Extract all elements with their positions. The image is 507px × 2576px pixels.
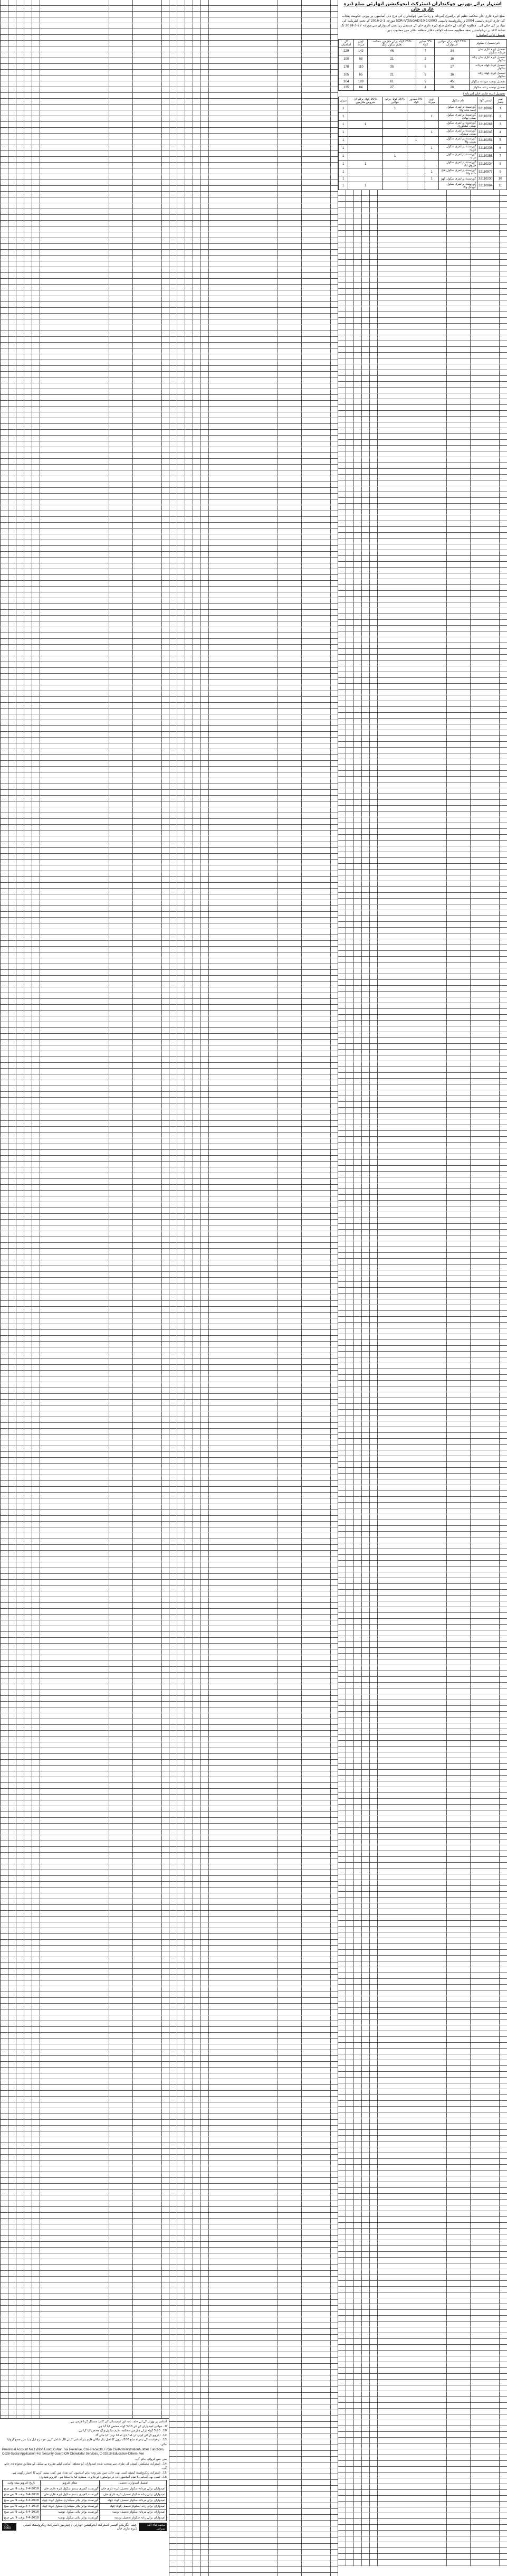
- school-row: [339, 113, 507, 121]
- summary-cell: 16: [435, 55, 470, 63]
- school-cell: [383, 182, 407, 190]
- schedule-cell: 7-4-2018 بوقت 9 بجے صبح: [3, 2515, 41, 2521]
- note: 14۔ ڈسٹرکٹ سلیکشن کمیٹی کی طرف سے منتخب شدہ امیدواران کو متعلقہ آسامی کیلئے مقررہ پے سکیل کے مطابق تنخواہ دی جائے گی۔: [4, 2462, 167, 2470]
- school-cell: [407, 121, 425, 129]
- note: آسامی پر بھرتی کے لئے حلف نامہ اور ڈومیسائل کی کاپی منسلک کرنا لازمی ہے۔: [69, 2420, 167, 2423]
- summary-cell: 84: [354, 85, 368, 91]
- school-table-continued: [169, 0, 338, 2576]
- summary-cell: 27: [368, 85, 416, 91]
- ad-intro: ضلع ڈیرہ غازی خان محکمہ تعلیم کے پرائمری (مردانہ و زنانہ) میں چوکیداران کی درج ذیل آسامیوں پر بھرتی حکومت پنجاب کی جاری کردہ پالیسی 2004 و ریکروٹمنٹ پالیسی SOR-IV(S&GAD)10-1/2003 مورخہ 1-2-2016 کے تحت کنٹریکٹ کی بنیاد پر کی جائے گی۔ مطلوبہ کوائف کے حامل ضلع ڈیرہ غازی خان کے مستقل رہائشی امیدواران سے مورخہ 27-3-2018 تک سادہ کاغذ پر درخواستیں بمعہ مطلوبہ مصدقہ کوائف دفاتر متعلقہ دفاتر میں مطلوب ہیں۔: [340, 14, 505, 32]
- column-right: [338, 0, 507, 2576]
- school-cell: 11: [494, 182, 507, 190]
- summary-cell: 4: [416, 85, 435, 91]
- schedule-cell: امیدواران برائے زنانہ سکولز تحصیل تونسہ: [100, 2515, 167, 2521]
- school-row: [339, 168, 507, 176]
- school-cell: [425, 137, 438, 145]
- schedule-cell: امیدواران برائے زنانہ سکولز تحصیل ڈیرہ غازی خان: [100, 2492, 167, 2497]
- summary-cell: 34: [435, 48, 470, 55]
- schedule-header: مقام انٹرویو: [40, 2480, 100, 2486]
- school-cell: 1: [339, 113, 348, 121]
- summary-cell: تحصیل تونسہ مردانہ سکولز: [470, 79, 507, 85]
- school-table-continued: [338, 190, 507, 2566]
- ad-footer: [0, 2418, 169, 2576]
- account-text: Provincial Account No.1 (Non Food) C-Non Tax Revenue, Co2-Receipts, From CivilAdministration& other Functions, Co28-Social Application-For Security Guard OR Chowkidar Services, C-02818-Education-Others-Fee: [2, 2448, 165, 2456]
- school-row: [339, 182, 507, 190]
- note: 15۔ ڈسٹرکٹ ریکروٹمنٹ کمیٹی کسی بھی حالت میں بغیر وجہ بتائے آسامیوں کی تعداد میں کمی بیشی کرنے کا اختیار رکھتی ہے۔: [11, 2471, 167, 2475]
- summary-cell: 108: [339, 55, 354, 63]
- ipl-number: IPL-3050: [2, 2523, 16, 2531]
- school-cell: 1: [425, 176, 438, 182]
- school-cell: 5: [494, 137, 507, 145]
- school-cell: [348, 129, 383, 137]
- summary-cell: 7: [416, 48, 435, 55]
- school-cell: 4: [494, 129, 507, 137]
- summary-row: [339, 55, 507, 63]
- schedule-cell: 2-4-2018 بوقت 9 بجے صبح: [3, 2486, 41, 2492]
- school-cell: [407, 168, 425, 176]
- school-row: [339, 145, 507, 153]
- summary-header: 15% کوٹہ برائے خواتین امیدواران: [435, 40, 470, 48]
- school-row: [339, 176, 507, 182]
- summary-cell: تحصیل کوٹ چھٹہ مردانہ سکولز: [470, 63, 507, 71]
- schedule-header: تاریخ انٹرویو بمعہ وقت: [3, 2480, 41, 2486]
- schedule-cell: 3-4-2018 بوقت 9 بجے صبح: [3, 2492, 41, 2497]
- school-cell: گورنمنٹ پرائمری سکول درابہ: [438, 153, 477, 161]
- school-cell: [383, 168, 407, 176]
- school-cell: [383, 121, 407, 129]
- school-cell: گورنمنٹ پرائمری سکول فاروق آباد: [438, 161, 477, 168]
- ad-header: [338, 0, 507, 39]
- schedule-row: [3, 2486, 167, 2492]
- school-cell: [383, 176, 407, 182]
- school-row: [339, 121, 507, 129]
- schedule-cell: گورنمنٹ کمپری ہنسو سکول ڈیرہ غازی خان: [40, 2486, 100, 2492]
- schedule-header: تفصیل امیدواران تحصیل: [100, 2480, 167, 2486]
- school-cell: گورنمنٹ پرائمری سکول گوپانگ والا: [438, 182, 477, 190]
- schedule-cell: امیدواران برائے زنانہ سکولز تحصیل کوٹ چھٹہ: [100, 2503, 167, 2509]
- summary-cell: تحصیل تونسہ زنانہ سکولز: [470, 85, 507, 91]
- summary-cell: 229: [339, 48, 354, 55]
- schedule-cell: 4-4-2018 بوقت 9 بجے صبح: [3, 2497, 41, 2503]
- summary-cell: 6: [416, 63, 435, 71]
- school-cell: 32110984: [477, 182, 494, 190]
- summary-cell: 3: [416, 55, 435, 63]
- summary-row: [339, 79, 507, 85]
- school-cell: 32110255: [477, 153, 494, 161]
- school-cell: [407, 176, 425, 182]
- school-cell: 1: [348, 121, 383, 129]
- note: میں جمع کروائی جائے گی۔: [134, 2458, 167, 2461]
- school-cell: 10: [494, 176, 507, 182]
- school-cell: 7: [494, 153, 507, 161]
- signatory-name: محمد ثناء اللہ سرانی: [139, 2523, 167, 2531]
- school-cell: 1: [425, 145, 438, 153]
- summary-cell: 61: [368, 79, 416, 85]
- school-row: [339, 161, 507, 168]
- summary-header: 20% کوٹہ برائے ملازمین محکمہ تعلیم سکول ونگ: [368, 40, 416, 48]
- summary-cell: 142: [354, 48, 368, 55]
- summary-header: نام تحصیل / سکولز: [470, 40, 507, 48]
- interview-schedule-table: [2, 2480, 167, 2521]
- school-cell: 32110235: [477, 113, 494, 121]
- school-cell: 1: [425, 129, 438, 137]
- school-cell: 1: [339, 182, 348, 190]
- details-label: تفصیل خالی آسامیاں:: [476, 33, 505, 37]
- school-row: [339, 153, 507, 161]
- school-cell: 1: [339, 129, 348, 137]
- school-header: 20% کوٹہ برائے ان سروس ملازمین: [348, 97, 383, 105]
- summary-cell: تحصیل کوٹ چھٹہ زنانہ سکولز: [470, 71, 507, 79]
- schedule-row: [3, 2497, 167, 2503]
- summary-cell: تحصیل ڈیرہ غازی خان مردانہ سکولز: [470, 48, 507, 55]
- school-cell: [383, 137, 407, 145]
- school-cell: [407, 153, 425, 161]
- summary-header: اوپن میرٹ: [354, 40, 368, 48]
- schedule-row: [3, 2492, 167, 2497]
- school-cell: [407, 145, 425, 153]
- schedule-cell: 5-4-2018 بوقت 9 بجے صبح: [3, 2503, 41, 2509]
- school-cell: 32110251: [477, 137, 494, 145]
- summary-cell: 68: [354, 55, 368, 63]
- note: 16۔ کسی بھی آسامی یا تمام آسامیوں کی درخواستوں کو بلا وجہ مسترد کیا جا سکتا ہے۔ انٹرویو شیڈول:: [39, 2476, 167, 2479]
- designation: چیف ایگزیکٹو آفیسر ڈسٹرکٹ ایجوکیشن اتھارٹی / چیئرمین ڈسٹرکٹ ریکروٹمنٹ کمیٹی ڈیرہ غازی خان: [23, 2523, 137, 2531]
- school-cell: 32110234: [477, 161, 494, 168]
- summary-cell: 304: [339, 79, 354, 85]
- school-cell: گورنمنٹ پرائمری سکول بستی بھائی: [438, 113, 477, 121]
- summary-cell: 178: [339, 63, 354, 71]
- school-cell: 6: [494, 145, 507, 153]
- school-cell: [383, 145, 407, 153]
- school-cell: 32110236: [477, 145, 494, 153]
- school-cell: 32110261: [477, 121, 494, 129]
- school-cell: [383, 161, 407, 168]
- schedule-cell: گورنمنٹ بوائز ہائی سکول تونسہ: [40, 2515, 100, 2521]
- summary-cell: 65: [354, 71, 368, 79]
- summary-cell: تحصیل ڈیرہ غازی خان زنانہ سکولز: [470, 55, 507, 63]
- summary-row: [339, 48, 507, 55]
- summary-cell: 35: [368, 63, 416, 71]
- summary-cell: 110: [354, 63, 368, 71]
- schedule-row: [3, 2503, 167, 2509]
- summary-header: 3% معذور کوٹہ: [416, 40, 435, 48]
- school-cell: [407, 105, 425, 113]
- school-cell: [407, 129, 425, 137]
- schedule-cell: امیدواران برائے مردانہ سکولز تحصیل تونسہ: [100, 2509, 167, 2515]
- schedule-row: [3, 2509, 167, 2515]
- school-cell: 1: [339, 176, 348, 182]
- summary-cell: 45: [435, 79, 470, 85]
- school-cell: [348, 113, 383, 121]
- summary-row: [339, 63, 507, 71]
- school-cell: گورنمنٹ پرائمری سکول بستی والا: [438, 137, 477, 145]
- section-title: تحصیل ڈیرہ غازی خان (مردانہ): [463, 92, 505, 96]
- school-cell: گورنمنٹ پرائمری سکول احمد شاہ والا: [438, 105, 477, 113]
- summary-row: [339, 71, 507, 79]
- school-cell: 1: [425, 113, 438, 121]
- schedule-row: [3, 2515, 167, 2521]
- school-cell: گورنمنٹ پرائمری سکول بستی گشکوری: [438, 121, 477, 129]
- school-cell: 1: [339, 161, 348, 168]
- school-cell: 1: [383, 105, 407, 113]
- note: 12۔ انٹرویو کے لئے کوئی ٹی اے / ڈی اے ادا نہیں کیا جائے گا۔: [94, 2433, 167, 2437]
- school-cell: 32110230: [477, 176, 494, 182]
- summary-cell: 27: [435, 63, 470, 71]
- summary-cell: 105: [339, 71, 354, 79]
- school-cell: 32110977: [477, 168, 494, 176]
- school-cell: [348, 168, 383, 176]
- school-table-continued: [1, 0, 169, 2418]
- summary-cell: 135: [339, 85, 354, 91]
- school-row: [339, 137, 507, 145]
- school-cell: 1: [339, 121, 348, 129]
- school-cell: 1: [383, 153, 407, 161]
- school-cell: [407, 161, 425, 168]
- summary-cell: 189: [354, 79, 368, 85]
- summary-cell: 3: [416, 71, 435, 79]
- school-cell: [425, 182, 438, 190]
- school-row: [339, 129, 507, 137]
- school-table: [338, 97, 507, 190]
- school-cell: [348, 153, 383, 161]
- school-cell: 32110245: [477, 129, 494, 137]
- summary-cell: 21: [368, 71, 416, 79]
- summary-table: [338, 39, 507, 91]
- school-header: 3% معذور کوٹہ: [407, 97, 425, 105]
- school-cell: [383, 129, 407, 137]
- school-cell: 1: [339, 105, 348, 113]
- school-cell: 1: [348, 161, 383, 168]
- ad-title: اشتہار برائے بھرتی چوکیداران ڈسٹرکٹ ایجوکیشن اتھارٹی ضلع ڈیرہ غازی خان: [343, 2, 502, 12]
- schedule-cell: گورنمنٹ بوائز ہائر سیکنڈری سکول کوٹ چھٹہ: [40, 2497, 100, 2503]
- note: 9۔ خواتین امیدواران کے لئے 15% کوٹہ مختص کیا گیا ہے۔: [97, 2424, 167, 2428]
- schedule-cell: امیدواران برائے مردانہ سکولز تحصیل کوٹ چھٹہ: [100, 2497, 167, 2503]
- school-cell: 8: [494, 161, 507, 168]
- note: 10۔ 20% کوٹہ برائے ملازمین محکمہ تعلیم سکول ونگ مختص کیا گیا ہے۔: [77, 2429, 167, 2432]
- note: 13۔ درخواست کے ہمراہ مبلغ 100/- روپے کا اصل بنک چالان فارم ہر آسامی کیلئے الگ شامل کریں جو درج ذیل ہیڈ میں جمع کروایا جائے۔: [7, 2438, 167, 2446]
- school-cell: [425, 105, 438, 113]
- school-cell: 1: [339, 153, 348, 161]
- summary-header: کل آسامیاں: [339, 40, 354, 48]
- school-header: 15% کوٹہ برائے خواتین: [383, 97, 407, 105]
- school-row: [339, 105, 507, 113]
- school-cell: 1: [425, 168, 438, 176]
- summary-cell: 21: [368, 55, 416, 63]
- school-cell: 1: [407, 137, 425, 145]
- school-cell: 1: [348, 182, 383, 190]
- school-cell: 32110987: [477, 105, 494, 113]
- school-cell: [348, 145, 383, 153]
- school-cell: [348, 105, 383, 113]
- school-header: میزان: [339, 97, 348, 105]
- school-cell: گورنمنٹ پرائمری سکول بستی مہتراں: [438, 129, 477, 137]
- school-cell: 9: [494, 168, 507, 176]
- school-cell: 1: [339, 168, 348, 176]
- summary-cell: 46: [368, 48, 416, 55]
- schedule-cell: امیدواران برائے مردانہ سکولز تحصیل ڈیرہ غازی خان: [100, 2486, 167, 2492]
- schedule-cell: گورنمنٹ بوائز ہائر سیکنڈری سکول کوٹ چھٹہ: [40, 2503, 100, 2509]
- school-header: ایمس کوڈ: [477, 97, 494, 105]
- school-cell: [407, 113, 425, 121]
- schedule-cell: گورنمنٹ بوائز ہائی سکول تونسہ: [40, 2509, 100, 2515]
- summary-cell: 9: [416, 79, 435, 85]
- school-header: نمبر شمار: [494, 97, 507, 105]
- school-cell: 1: [494, 105, 507, 113]
- school-cell: 3: [494, 121, 507, 129]
- school-cell: [383, 113, 407, 121]
- school-cell: 1: [339, 137, 348, 145]
- school-cell: [348, 137, 383, 145]
- school-cell: گورنمنٹ پرائمری سکول ڈوریہ: [438, 145, 477, 153]
- summary-cell: 16: [435, 71, 470, 79]
- school-cell: گورنمنٹ پرائمری سکول فتح شاہ والا: [438, 168, 477, 176]
- school-cell: 1: [339, 145, 348, 153]
- summary-cell: 20: [435, 85, 470, 91]
- signature-block: [2, 2523, 167, 2531]
- school-header: اوپن میرٹ: [425, 97, 438, 105]
- school-cell: [348, 176, 383, 182]
- summary-row: [339, 85, 507, 91]
- school-cell: [425, 161, 438, 168]
- column-left: [0, 0, 169, 2576]
- school-cell: [407, 182, 425, 190]
- school-cell: [425, 121, 438, 129]
- school-cell: 2: [494, 113, 507, 121]
- column-middle: [169, 0, 338, 2576]
- school-header: نام سکول: [438, 97, 477, 105]
- school-cell: گورنمنٹ پرائمری سکول کھو: [438, 176, 477, 182]
- school-cell: [425, 153, 438, 161]
- schedule-cell: گورنمنٹ کمپری ہنسو سکول ڈیرہ غازی خان: [40, 2492, 100, 2497]
- schedule-cell: 6-4-2018 بوقت 9 بجے صبح: [3, 2509, 41, 2515]
